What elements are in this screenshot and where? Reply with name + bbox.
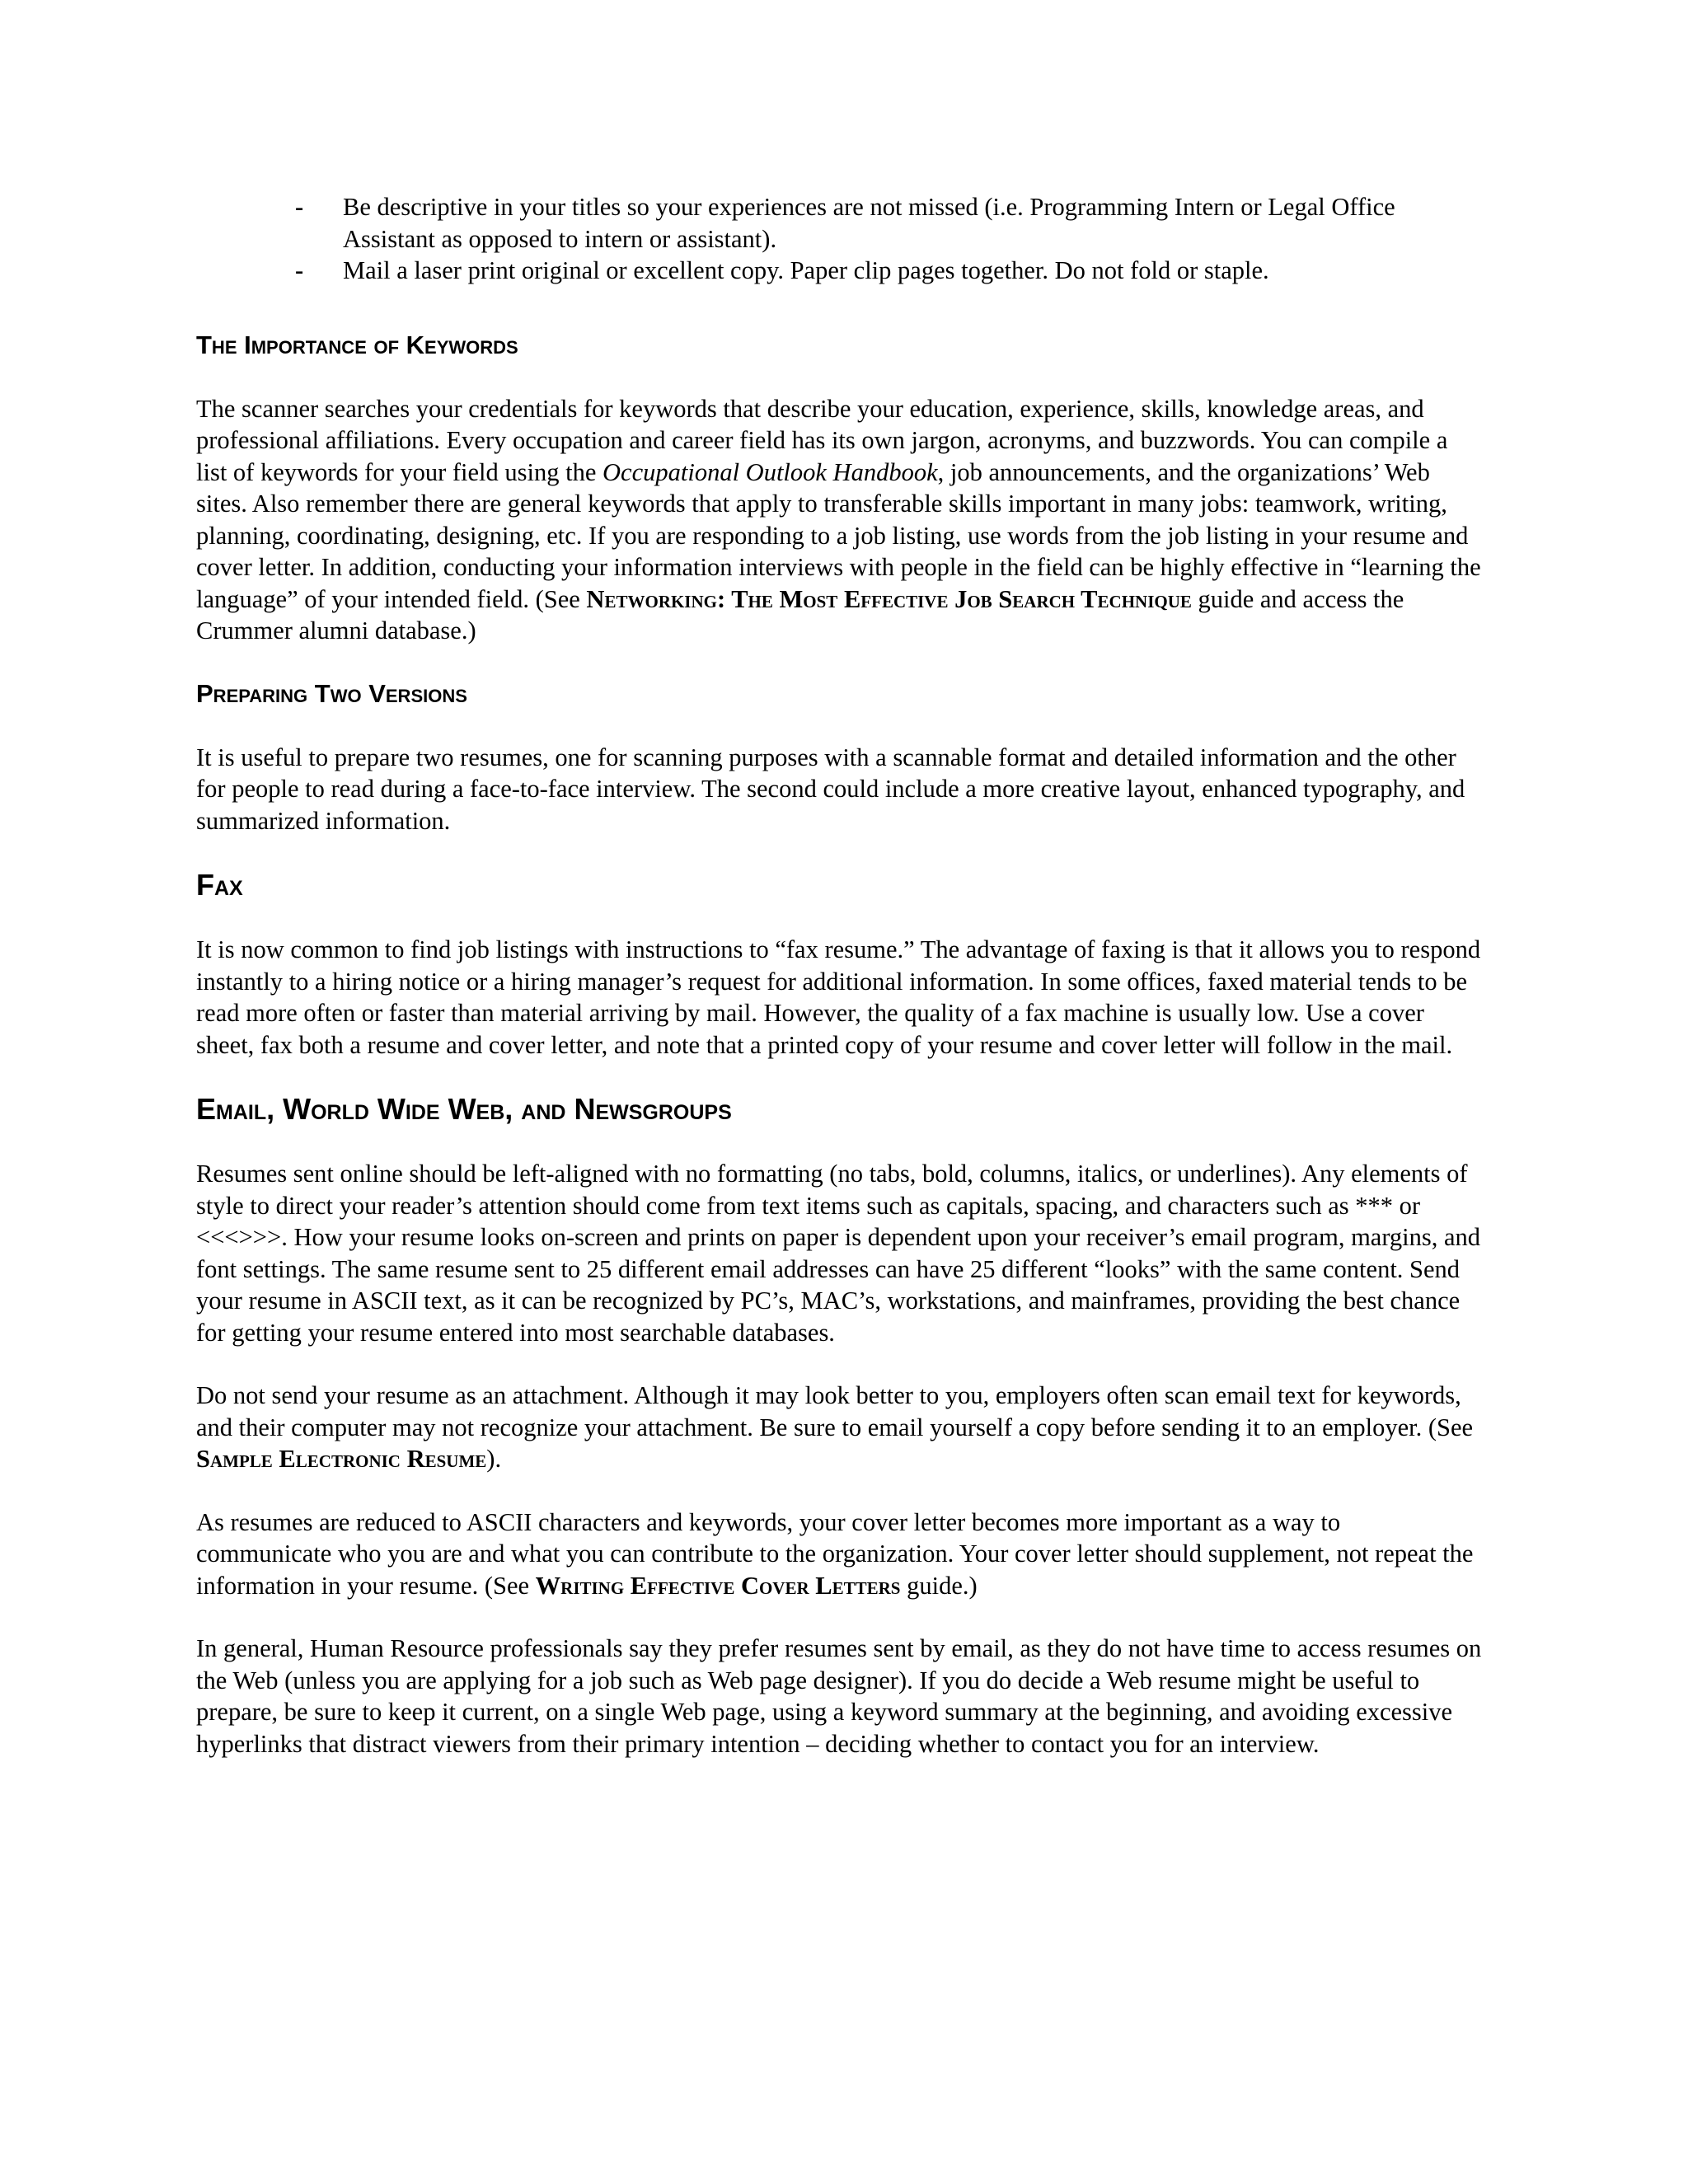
email-paragraph-3 [196,1507,1482,1602]
tips-list [196,191,1482,287]
networking-guide-title: Networking: The Most Effective Job Search Technique [586,584,1192,613]
bullet-dash: - [295,193,304,221]
email-paragraph-1: Resumes sent online should be left-aligned with no formatting (no tabs, bold, columns, italics, or underlines). Any elements of style to direct your reader’s attention should come from text items such as capitals, spacing, and characters such as *** or <<<>>>. How your resume looks on-screen and prints on paper is dependent upon your receiver’s email program, margins, and font settings. The same resume sent to 25 different email addresses can have 25 different “looks” with the same content. Send your resume in ASCII text, as it can be recognized by PC’s, MAC’s, workstations, and mainframes, providing the best chance for getting your resume entered into most searchable databases. [196,1160,1481,1347]
heading-keywords: The Importance of Keywords [196,330,518,359]
keywords-paragraph [196,393,1482,647]
fax-paragraph: It is now common to find job listings with instructions to “fax resume.” The advantage of faxing is that it allows you to respond instantly to a hiring notice or a hiring manager’s request for additional information. In some offices, faxed material tends to be read more often or faster than material arriving by mail. However, the quality of a fax machine is usually low. Use a cover sheet, fax both a resume and cover letter, and note that a printed copy of your resume and cover letter will follow in the mail. [196,935,1481,1059]
list-item-text: Be descriptive in your titles so your experiences are not missed (i.e. Programming Intern or Legal Office Assistant as opposed to intern or assistant). [343,193,1395,253]
list-item-text: Mail a laser print original or excellent copy. Paper clip pages together. Do not fold or staple. [343,256,1269,284]
cover-letters-guide-title: Writing Effective Cover Letters [535,1571,901,1600]
handbook-title: Occupational Outlook Handbook [603,457,938,486]
list-item [196,255,1482,287]
keywords-text-a: The scanner searches your credentials for keywords that describe your education, experience, skills, knowledge areas, and professional affiliations. Every occupation and career field has its own jargon, acronyms, and buzzwords. You can compile a list of keywords for your field using the [196,394,1448,486]
email-p2-text-a: Do not send your resume as an attachment. Although it may look better to you, employers often scan email text for keywords, and their computer may not recognize your attachment. Be sure to email yourself a copy before sending it to an employer. (See [196,1381,1474,1441]
heading-two-versions: Preparing Two Versions [196,678,467,708]
keywords-text-c: guide and access the Crummer alumni database.) [196,584,1404,644]
heading-email-web-newsgroups: Email, World Wide Web, and Newsgroups [196,1092,732,1126]
sample-resume-title: Sample Electronic Resume [196,1445,487,1473]
email-p2-text-b: ). [486,1445,502,1473]
email-paragraph-4: In general, Human Resource professionals say they prefer resumes sent by email, as they do not have time to access resumes on the Web (unless you are applying for a job such as Web page designer). If you do decide a Web resume might be useful to prepare, be sure to keep it current, on a single Web page, using a keyword summary at the beginning, and avoiding excessive hyperlinks that distract viewers from their primary intention – deciding whether to contact you for an interview. [196,1634,1482,1758]
email-paragraph-2 [196,1380,1482,1475]
document-page [196,191,1482,1791]
email-p3-text-b: guide.) [900,1571,978,1600]
bullet-dash: - [295,256,304,284]
versions-paragraph: It is useful to prepare two resumes, one for scanning purposes with a scannable format and detailed information and the other for people to read during a face-to-face interview. The second could include a more creative layout, enhanced typography, and summarized information. [196,743,1465,835]
list-item [196,191,1482,255]
heading-fax: Fax [196,868,243,902]
keywords-text-b: , job announcements, and the organizations’ Web sites. Also remember there are general keywords that apply to transferable skills important in many jobs: teamwork, writing, planning, coordinating, designing, etc. If you are responding to a job listing, use words from the job listing in your resume and cover letter. In addition, conducting your information interviews with people in the field can be highly effective in “learning the language” of your intended field. (See [196,457,1481,613]
email-p3-text-a: As resumes are reduced to ASCII characters and keywords, your cover letter becomes more important as a way to communicate who you are and what you can contribute to the organization. Your cover letter should supplement, not repeat the information in your resume. (See [196,1507,1474,1600]
